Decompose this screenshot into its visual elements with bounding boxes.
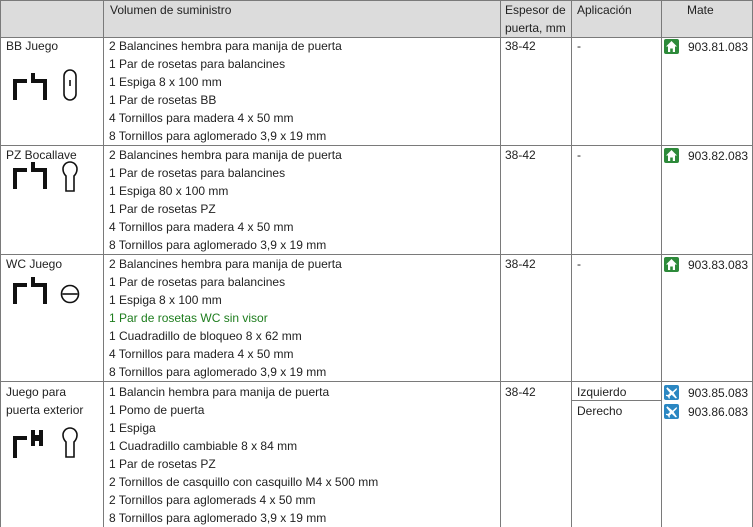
article-number: 903.83.083 bbox=[688, 258, 749, 272]
header-mate: Mate bbox=[687, 3, 714, 17]
mate-code bbox=[664, 404, 752, 420]
aplicacion-value: Izquierdo bbox=[577, 385, 627, 399]
grid-line bbox=[0, 0, 1, 527]
list-item: 1 Par de rosetas para balancines bbox=[109, 57, 286, 71]
list-item-highlighted: 1 Par de rosetas WC sin visor bbox=[109, 311, 268, 325]
list-item: 1 Par de rosetas BB bbox=[109, 93, 217, 107]
list-item: 8 Tornillos para aglomerado 3,9 x 19 mm bbox=[109, 238, 327, 252]
espesor-value: 38-42 bbox=[505, 385, 536, 399]
article-number: 903.82.083 bbox=[688, 149, 749, 163]
grid-line bbox=[103, 0, 104, 527]
list-item: 4 Tornillos para madera 4 x 50 mm bbox=[109, 111, 294, 125]
header-aplicacion: Aplicación bbox=[577, 3, 632, 17]
aplicacion-value: - bbox=[577, 257, 581, 271]
grid-line bbox=[500, 0, 501, 527]
home-icon bbox=[664, 148, 679, 163]
grid-line bbox=[661, 0, 662, 527]
grid-line bbox=[0, 381, 753, 382]
lever-pair-icon bbox=[12, 159, 52, 193]
mate-code bbox=[664, 385, 752, 401]
header-espesor-line1: Espesor de bbox=[505, 3, 566, 17]
lever-pair-icon bbox=[12, 274, 52, 308]
list-item: 1 Par de rosetas para balancines bbox=[109, 275, 286, 289]
header-volumen: Volumen de suministro bbox=[110, 3, 232, 17]
list-item: 2 Balancines hembra para manija de puerta bbox=[109, 39, 342, 53]
list-item: 4 Tornillos para madera 4 x 50 mm bbox=[109, 347, 294, 361]
mate-code bbox=[664, 257, 752, 273]
list-item: 2 Tornillos de casquillo con casquillo M4 x 500 mm bbox=[109, 475, 379, 489]
mate-code bbox=[664, 148, 752, 164]
list-item: 1 Par de rosetas PZ bbox=[109, 457, 216, 471]
list-item: 1 Cuadradillo cambiable 8 x 84 mm bbox=[109, 439, 298, 453]
aplicacion-value: Derecho bbox=[577, 404, 623, 418]
list-item: 1 Balancin hembra para manija de puerta bbox=[109, 385, 330, 399]
home-icon bbox=[664, 39, 679, 54]
grid-line bbox=[571, 0, 572, 527]
wc-lock-icon bbox=[59, 283, 81, 305]
espesor-value: 38-42 bbox=[505, 39, 536, 53]
list-item: 1 Espiga 8 x 100 mm bbox=[109, 293, 222, 307]
list-item: 1 Espiga 8 x 100 mm bbox=[109, 75, 222, 89]
list-item: 2 Balancines hembra para manija de puerta bbox=[109, 257, 342, 271]
list-item: 1 Cuadradillo de bloqueo 8 x 62 mm bbox=[109, 329, 302, 343]
row-name: BB Juego bbox=[6, 39, 59, 53]
pz-cylinder-icon bbox=[60, 160, 80, 196]
list-item: 2 Balancines hembra para manija de puerta bbox=[109, 148, 342, 162]
mate-code bbox=[664, 39, 752, 55]
row-name: PZ Bocallave bbox=[6, 148, 77, 162]
header-espesor-line2: puerta, mm bbox=[505, 21, 566, 35]
row-name: WC Juego bbox=[6, 257, 63, 271]
espesor-value: 38-42 bbox=[505, 148, 536, 162]
list-item: 1 Pomo de puerta bbox=[109, 403, 205, 417]
pz-cylinder-icon bbox=[60, 426, 80, 462]
list-item: 8 Tornillos para aglomerado 3,9 x 19 mm bbox=[109, 129, 327, 143]
aplicacion-value: - bbox=[577, 39, 581, 53]
lever-knob-icon bbox=[12, 426, 48, 462]
list-item: 1 Par de rosetas para balancines bbox=[109, 166, 286, 180]
list-item: 8 Tornillos para aglomerado 3,9 x 19 mm bbox=[109, 511, 327, 525]
article-number: 903.85.083 bbox=[688, 386, 749, 400]
list-item: 1 Espiga 80 x 100 mm bbox=[109, 184, 229, 198]
list-item: 1 Espiga bbox=[109, 421, 156, 435]
bb-keyhole-icon bbox=[62, 68, 78, 104]
row-name: puerta exterior bbox=[6, 403, 84, 417]
article-number: 903.86.083 bbox=[688, 405, 749, 419]
list-item: 4 Tornillos para madera 4 x 50 mm bbox=[109, 220, 294, 234]
list-item: 8 Tornillos para aglomerado 3,9 x 19 mm bbox=[109, 365, 327, 379]
list-item: 2 Tornillos para aglomerads 4 x 50 mm bbox=[109, 493, 316, 507]
row-name: Juego para bbox=[6, 385, 67, 399]
espesor-value: 38-42 bbox=[505, 257, 536, 271]
home-icon bbox=[664, 257, 679, 272]
airplane-icon bbox=[664, 385, 679, 400]
article-number: 903.81.083 bbox=[688, 40, 749, 54]
list-item: 1 Par de rosetas PZ bbox=[109, 202, 216, 216]
airplane-icon bbox=[664, 404, 679, 419]
aplicacion-value: - bbox=[577, 148, 581, 162]
